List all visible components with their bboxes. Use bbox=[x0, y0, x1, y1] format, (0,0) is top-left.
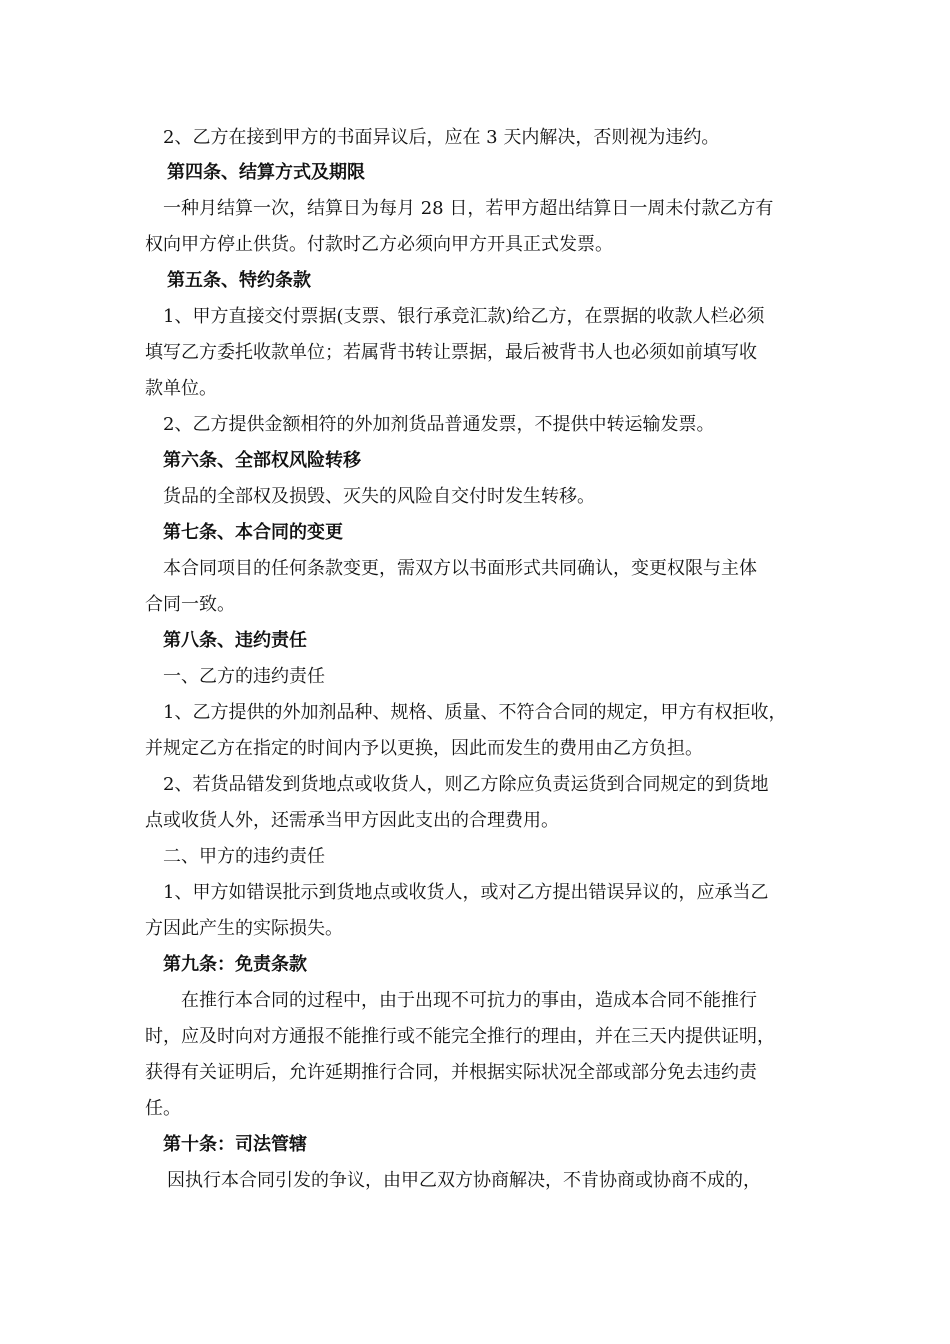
clause-heading: 第八条、违约责任 bbox=[163, 630, 307, 651]
text-line: 合同一致。 bbox=[145, 594, 235, 615]
text-line: 2、若货品错发到货地点或收货人，则乙方除应负责运货到合同规定的到货地 bbox=[163, 774, 769, 795]
text-line: 任。 bbox=[145, 1098, 181, 1119]
text-line: 本合同项目的任何条款变更，需双方以书面形式共同确认，变更权限与主体 bbox=[163, 558, 757, 579]
text-line: 在推行本合同的过程中，由于出现不可抗力的事由，造成本合同不能推行 bbox=[181, 990, 757, 1011]
text-line: 1、甲方直接交付票据(支票、银行承竞汇款)给乙方，在票据的收款人栏必须 bbox=[163, 306, 765, 327]
text-line: 获得有关证明后，允许延期推行合同，并根据实际状况全部或部分免去违约责 bbox=[145, 1062, 757, 1083]
clause-heading: 第五条、特约条款 bbox=[167, 270, 311, 291]
text-line: 填写乙方委托收款单位；若属背书转让票据，最后被背书人也必须如前填写收 bbox=[145, 342, 757, 363]
clause-heading: 第九条：免责条款 bbox=[163, 954, 307, 975]
subsection-heading: 一、乙方的违约责任 bbox=[163, 666, 325, 687]
clause-heading: 第十条：司法管辖 bbox=[163, 1134, 307, 1155]
text-line: 1、甲方如错误批示到货地点或收货人，或对乙方提出错误异议的，应承当乙 bbox=[163, 882, 769, 903]
clause-heading: 第六条、全部权风险转移 bbox=[163, 450, 361, 471]
text-line: 时，应及时向对方通报不能推行或不能完全推行的理由，并在三天内提供证明， bbox=[145, 1026, 775, 1047]
text-line: 1、乙方提供的外加剂品种、规格、质量、不符合合同的规定，甲方有权拒收， bbox=[163, 702, 787, 723]
subsection-heading: 二、甲方的违约责任 bbox=[163, 846, 325, 867]
text-line: 权向甲方停止供货。付款时乙方必须向甲方开具正式发票。 bbox=[145, 234, 613, 255]
clause-heading: 第七条、本合同的变更 bbox=[163, 522, 343, 543]
text-line: 一种月结算一次，结算日为每月 28 日，若甲方超出结算日一周未付款乙方有 bbox=[163, 198, 774, 219]
text-line: 点或收货人外，还需承当甲方因此支出的合理费用。 bbox=[145, 810, 559, 831]
text-line: 货品的全部权及损毁、灭失的风险自交付时发生转移。 bbox=[163, 486, 595, 507]
text-line: 因执行本合同引发的争议，由甲乙双方协商解决，不肯协商或协商不成的， bbox=[167, 1170, 761, 1191]
text-line: 2、乙方提供金额相符的外加剂货品普通发票，不提供中转运输发票。 bbox=[163, 414, 715, 435]
text-line: 2、乙方在接到甲方的书面异议后，应在 3 天内解决，否则视为违约。 bbox=[163, 127, 720, 148]
clause-heading: 第四条、结算方式及期限 bbox=[167, 162, 365, 183]
text-line: 并规定乙方在指定的时间内予以更换，因此而发生的费用由乙方负担。 bbox=[145, 738, 703, 759]
text-line: 方因此产生的实际损失。 bbox=[145, 918, 343, 939]
text-line: 款单位。 bbox=[145, 378, 217, 399]
